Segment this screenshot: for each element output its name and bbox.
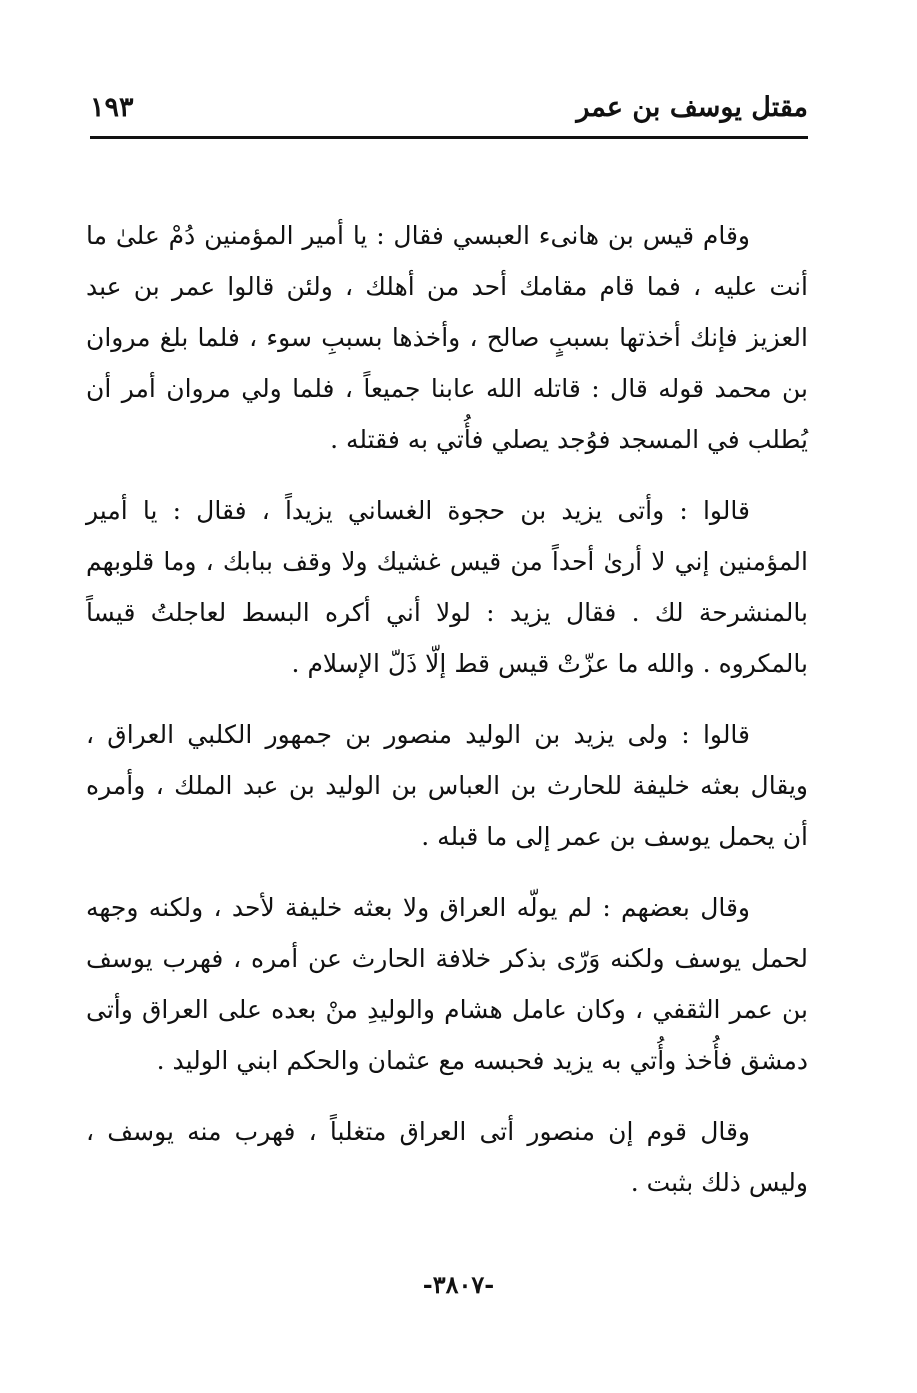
paragraph-3: قالوا : ولى يزيد بن الوليد منصور بن جمهور الكلبي العراق ، ويقال بعثه خليفة للحارث بن العباس بن الوليد بن عبد الملك ، وأمره أن يحمل يوسف بن عمر إلى ما قبله . bbox=[86, 720, 808, 851]
running-title: مقتل يوسف بن عمر bbox=[576, 92, 808, 123]
page-number: ١٩٣ bbox=[90, 92, 134, 123]
body-text bbox=[86, 210, 808, 1228]
header-rule bbox=[90, 136, 808, 139]
running-head bbox=[90, 88, 808, 132]
paragraph-5: وقال قوم إن منصور أتى العراق متغلباً ، فهرب منه يوسف ، وليس ذلك بثبت . bbox=[86, 1117, 808, 1197]
paragraph-4: وقال بعضهم : لم يولّه العراق ولا بعثه خليفة لأحد ، ولكنه وجهه لحمل يوسف ولكنه وَرّى بذكر خلافة الحارث عن أمره ، فهرب يوسف بن عمر الثقفي ، وكان عامل هشام والوليدِ منْ بعده على العراق وأتى دمشق فأُخذ وأُتي به يزيد فحبسه مع عثمان والحكم ابني الوليد . bbox=[86, 893, 808, 1075]
volume-page-number: -٣٨٠٧- bbox=[422, 1270, 495, 1299]
paragraph-2: قالوا : وأتى يزيد بن حجوة الغساني يزيداً ، فقال : يا أمير المؤمنين إني لا أرىٰ أحداً من قيس غشيك ولا وقف ببابك ، وما قلوبهم بالمنشرحة لك . فقال يزيد : لولا أني أكره البسط لعاجلتُ قيساً بالمكروه . والله ما عزّتْ قيس قط إلّا ذَلّ الإسلام . bbox=[86, 496, 808, 678]
paragraph-1: وقام قيس بن هانىء العبسي فقال : يا أمير المؤمنين دُمْ علىٰ ما أنت عليه ، فما قام مقامك أحد من أهلك ، ولئن قالوا عمر بن عبد العزيز فإنك أخذتها بسببٍ صالح ، وأخذها بسببِ سوء ، فلما بلغ مروان بن محمد قوله قال : قاتله الله عابنا جميعاً ، فلما ولي مروان أمر أن يُطلب في المسجد فوُجد يصلي فأُتي به فقتله . bbox=[86, 221, 808, 454]
